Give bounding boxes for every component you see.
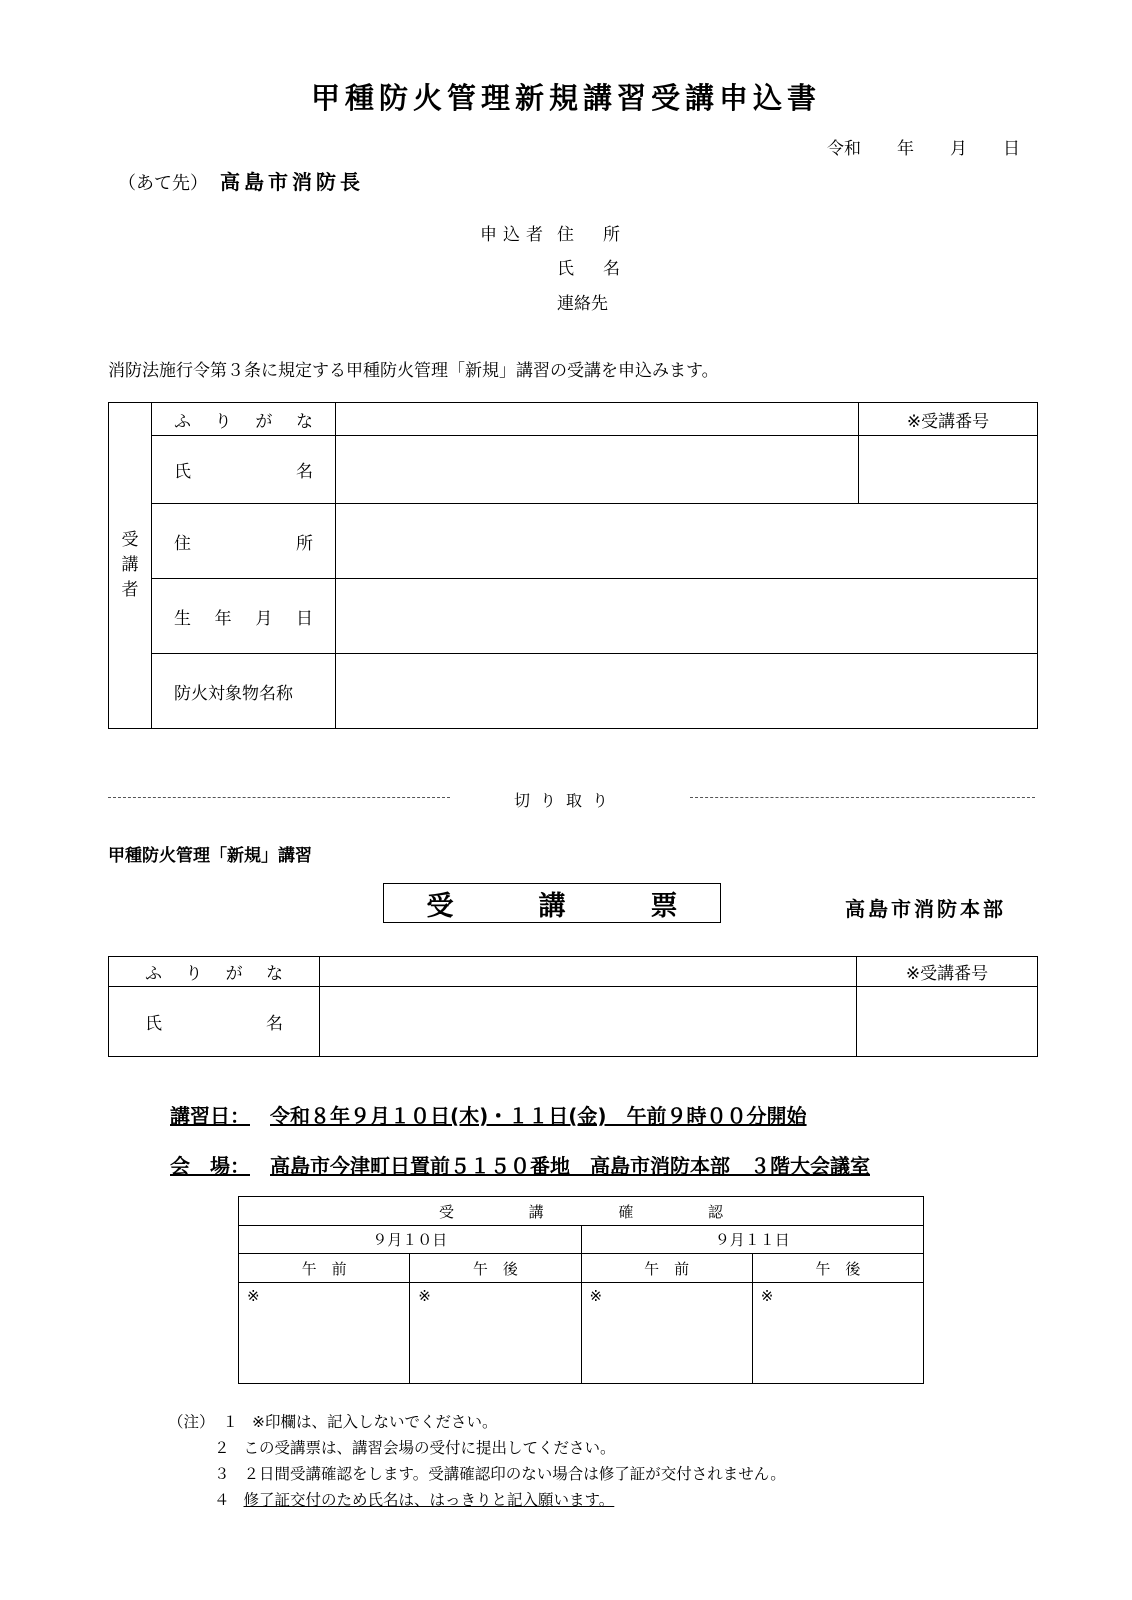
address-label: 住 所 [152, 504, 336, 579]
ticket-issuer: 高島市消防本部 [845, 897, 1006, 921]
day1-pm-stamp: ※ [410, 1283, 581, 1384]
ticket-number-field [857, 987, 1038, 1057]
course-date: 講習日： 令和８年９月１０日(木)・１１日(金) 午前９時００分開始 [170, 1104, 807, 1128]
furigana-label: ふ り が な [152, 403, 336, 436]
course-venue: 会 場： 高島市今津町日置前５１５０番地 高島市消防本部 ３階大会議室 [170, 1154, 870, 1178]
addressee [118, 166, 364, 195]
day1-am-label: 午 前 [239, 1254, 410, 1283]
day2-pm-label: 午 後 [752, 1254, 923, 1283]
addressee-label: （あて先） [118, 173, 208, 194]
date-year: 年 [897, 139, 914, 159]
note-item-4: ４ 修了証交付のため氏名は、はっきりと記入願います。 [214, 1491, 615, 1509]
ticket-title: 受 講 票 [383, 883, 721, 923]
note-item-2: ２ この受講票は、講習会場の受付に提出してください。 [214, 1439, 616, 1457]
attendance-table [238, 1196, 924, 1384]
date-era: 令和 [827, 139, 861, 159]
receipt-number-label: ※受講番号 [859, 403, 1038, 436]
facility-field[interactable] [336, 654, 1038, 729]
birthdate-field[interactable] [336, 579, 1038, 654]
day1-am-stamp: ※ [239, 1283, 410, 1384]
day2-pm-stamp: ※ [752, 1283, 923, 1384]
ticket-name-label: 氏 名 [109, 987, 320, 1057]
ticket-heading: 甲種防火管理「新規」講習 [108, 846, 312, 866]
facility-label: 防火対象物名称 [152, 654, 336, 729]
day2-am-stamp: ※ [581, 1283, 752, 1384]
side-label: 受 講 者 [109, 403, 152, 729]
date-month: 月 [950, 139, 967, 159]
day1-label: ９月１０日 [239, 1226, 582, 1254]
applicant-contact-label: 連絡先 [557, 294, 608, 314]
ticket-furigana-label: ふ り が な [109, 957, 320, 987]
note-item-3: ３ ２日間受講確認をします。受講確認印のない場合は修了証が交付されません。 [214, 1465, 786, 1483]
attendance-header: 受 講 確 認 [239, 1197, 924, 1226]
furigana-field[interactable] [336, 403, 859, 436]
ticket-table [108, 956, 1038, 1057]
note-item-1: （注） １ ※印欄は、記入しないでください。 [168, 1413, 498, 1431]
applicant-name-label: 氏 名 [557, 259, 626, 279]
ticket-number-label: ※受講番号 [857, 957, 1038, 987]
day2-label: ９月１１日 [581, 1226, 924, 1254]
applicant-label: 申込者 [480, 225, 549, 245]
date-line [827, 134, 1020, 159]
name-label: 氏 名 [152, 436, 336, 504]
document-title: 甲種防火管理新規講習受講申込書 [310, 81, 821, 115]
address-field[interactable] [336, 504, 1038, 579]
notes-prefix: （注） [168, 1413, 215, 1431]
day1-pm-label: 午 後 [410, 1254, 581, 1283]
ticket-name-field[interactable] [320, 987, 857, 1057]
addressee-name: 高島市消防長 [220, 170, 364, 194]
cut-dash-right [690, 797, 1035, 798]
applicant-address-label: 住 所 [557, 225, 626, 245]
birthdate-label: 生 年 月 日 [152, 579, 336, 654]
name-field[interactable] [336, 436, 859, 504]
ticket-furigana-field[interactable] [320, 957, 857, 987]
date-day: 日 [1003, 139, 1020, 159]
application-notice: 消防法施行令第３条に規定する甲種防火管理「新規」講習の受講を申込みます。 [108, 361, 719, 381]
receipt-number-field [859, 436, 1038, 504]
application-table [108, 402, 1038, 729]
day2-am-label: 午 前 [581, 1254, 752, 1283]
cut-dash-left [108, 797, 450, 798]
cut-label: 切り取り [514, 791, 619, 810]
